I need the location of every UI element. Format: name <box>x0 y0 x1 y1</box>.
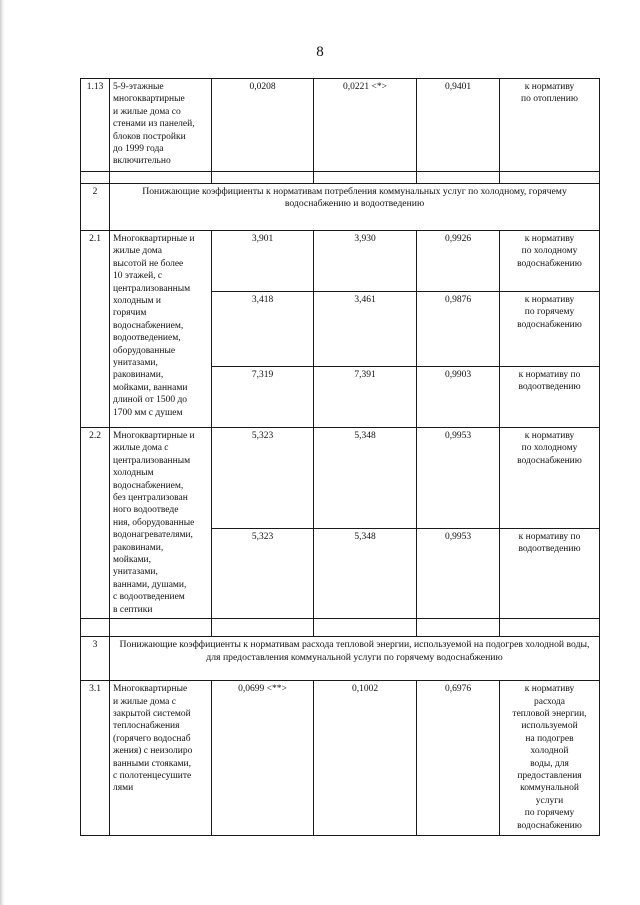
section-number: 3 <box>81 637 110 681</box>
value-cell: 7,319 <box>212 367 314 428</box>
norm-note: к нормативу по холодному водоснабжению <box>500 231 600 292</box>
coefficient-cell: 0,6976 <box>417 681 500 836</box>
row-number: 3.1 <box>81 681 110 836</box>
coefficients-table <box>80 78 600 836</box>
row-number: 2.1 <box>81 231 110 428</box>
value-cell: 5,323 <box>212 528 314 618</box>
table-row-gap <box>81 619 600 637</box>
value-cell: 5,348 <box>314 428 417 529</box>
value-cell: 5,323 <box>212 428 314 529</box>
table-row <box>81 231 600 292</box>
value-cell: 3,418 <box>212 292 314 367</box>
coefficient-cell: 0,9953 <box>417 428 500 529</box>
norm-note: к нормативу по водоотведению <box>500 367 600 428</box>
value-cell: 0,0208 <box>212 79 314 172</box>
table-row <box>81 79 600 172</box>
scan-edge <box>0 0 5 905</box>
norm-note: к нормативу расхода тепловой энергии, используемой на подогрев холодной воды, для предоставления коммунальной услуги по горячему водоснабжению <box>500 681 600 836</box>
section-row <box>81 184 600 231</box>
row-number: 2.2 <box>81 428 110 619</box>
housing-description: Многоквартирные и жилые дома с централизованным холодным водоснабжением, без централизован ного водоотведе ния, оборудованные водонагревателями, раковинами, мойками, унитазами, ваннами, душами, с водоотведением в септики <box>110 428 212 619</box>
value-cell: 3,461 <box>314 292 417 367</box>
value-cell: 0,0699 <**> <box>212 681 314 836</box>
section-row <box>81 637 600 681</box>
norm-note: к нормативу по холодному водоснабжению <box>500 428 600 529</box>
value-cell: 5,348 <box>314 528 417 618</box>
norm-note: к нормативу по водоотведению <box>500 528 600 618</box>
norm-note: к нормативу по горячему водоснабжению <box>500 292 600 367</box>
housing-description: 5-9-этажные многоквартирные и жилые дома со стенами из панелей, блоков постройки до 1999 года включительно <box>110 79 212 172</box>
section-title: Понижающие коэффициенты к нормативам расхода тепловой энергии, используемой на подогрев холодной воды, для предоставления коммунальной услуги по горячему водоснабжению <box>110 637 600 681</box>
coefficient-cell: 0,9903 <box>417 367 500 428</box>
row-number: 1.13 <box>81 79 110 172</box>
housing-description: Многоквартирные и жилые дома высотой не более 10 этажей, с централизованным холодным и горячим водоснабжением, водоотведением, оборудованные унитазами, раковинами, мойками, ваннами длиной от 1500 до 1700 мм с душем <box>110 231 212 428</box>
table-row <box>81 681 600 836</box>
coefficient-cell: 0,9926 <box>417 231 500 292</box>
value-cell: 7,391 <box>314 367 417 428</box>
value-cell: 3,930 <box>314 231 417 292</box>
value-cell: 3,901 <box>212 231 314 292</box>
section-title: Понижающие коэффициенты к нормативам потребления коммунальных услуг по холодному, горячему водоснабжению и водоотведению <box>110 184 600 231</box>
table-row <box>81 428 600 529</box>
coefficient-cell: 0,9876 <box>417 292 500 367</box>
value-cell: 0,1002 <box>314 681 417 836</box>
section-number: 2 <box>81 184 110 231</box>
coefficient-cell: 0,9953 <box>417 528 500 618</box>
page-number: 8 <box>316 44 324 60</box>
value-cell: 0,0221 <*> <box>314 79 417 172</box>
norm-note: к нормативу по отоплению <box>500 79 600 172</box>
housing-description: Многоквартирные и жилые дома с закрытой системой теплоснабжения (горячего водоснаб жения) с неизолиро ванными стояками, с полотенцесушите лями <box>110 681 212 836</box>
table-row-gap <box>81 172 600 184</box>
coefficient-cell: 0,9401 <box>417 79 500 172</box>
